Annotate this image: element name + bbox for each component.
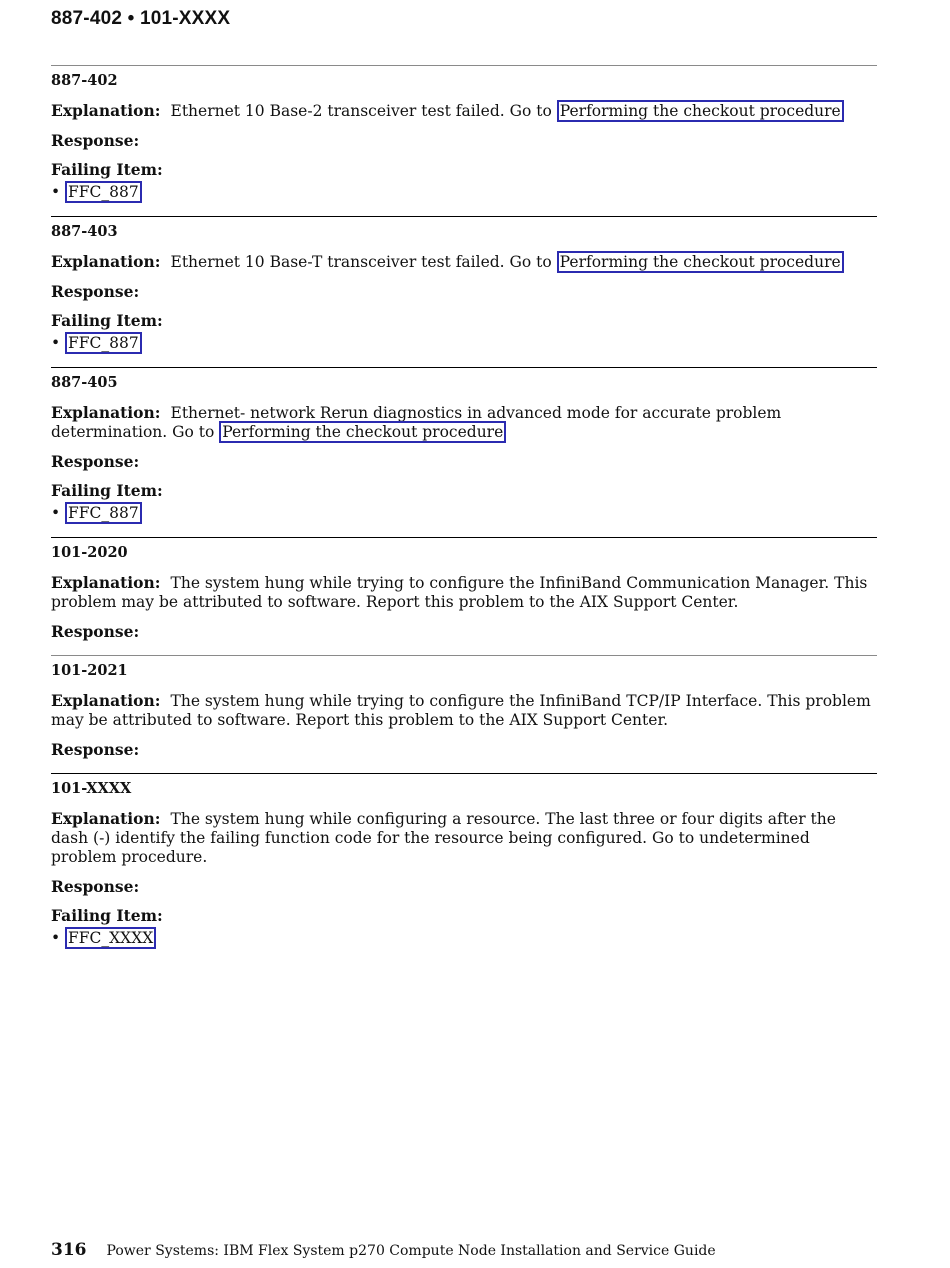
- failing-item-list: [51, 929, 877, 948]
- failing-item-label: Failing Item:: [51, 311, 163, 330]
- explanation: [51, 573, 877, 612]
- message-entry: [51, 216, 877, 353]
- bullet-icon: •: [51, 334, 61, 352]
- failing-item-link[interactable]: FFC_887: [65, 502, 142, 524]
- explanation-label: Explanation:: [51, 573, 161, 592]
- checkout-procedure-link[interactable]: Performing the checkout procedure: [557, 100, 844, 122]
- checkout-procedure-link[interactable]: Performing the checkout procedure: [557, 251, 844, 273]
- failing-item: [51, 929, 877, 948]
- failing-item-list: [51, 504, 877, 523]
- explanation-text: Ethernet- network Rerun diagnostics in advanced mode for accurate problem determination. Go to: [51, 404, 782, 441]
- bullet-icon: •: [51, 504, 61, 522]
- failing-item: [51, 334, 877, 353]
- explanation: [51, 101, 877, 121]
- message-entry: [51, 367, 877, 523]
- page-header: 887-402 • 101-XXXX: [51, 8, 231, 29]
- explanation-text: Ethernet 10 Base-T transceiver test failed. Go to: [170, 253, 557, 271]
- explanation-text: The system hung while trying to configure the InfiniBand TCP/IP Interface. This problem may be attributed to software. Report this problem to the AIX Support Center.: [51, 692, 871, 729]
- explanation-text: The system hung while trying to configure the InfiniBand Communication Manager. This problem may be attributed to software. Report this problem to the AIX Support Center.: [51, 574, 868, 611]
- failing-item-label: Failing Item:: [51, 481, 163, 500]
- bullet-icon: •: [51, 183, 61, 201]
- message-entry: [51, 655, 877, 759]
- message-list: [51, 65, 877, 948]
- response-label: Response:: [51, 622, 140, 641]
- failing-item-label: Failing Item:: [51, 906, 163, 925]
- explanation-label: Explanation:: [51, 809, 161, 828]
- page-footer: [51, 1240, 716, 1260]
- failing-item: [51, 504, 877, 523]
- message-code: 887-402: [51, 72, 118, 89]
- explanation: [51, 252, 877, 272]
- explanation-text: Ethernet 10 Base-2 transceiver test failed. Go to: [170, 102, 557, 120]
- explanation: [51, 403, 877, 442]
- response-label: Response:: [51, 452, 140, 471]
- response-label: Response:: [51, 877, 140, 896]
- response-label: Response:: [51, 282, 140, 301]
- footer-title: Power Systems: IBM Flex System p270 Compute Node Installation and Service Guide: [106, 1243, 716, 1259]
- page-number: 316: [51, 1240, 87, 1260]
- failing-item-link[interactable]: FFC_887: [65, 181, 142, 203]
- explanation-label: Explanation:: [51, 403, 161, 422]
- failing-item-list: [51, 183, 877, 202]
- failing-item-link[interactable]: FFC_887: [65, 332, 142, 354]
- explanation: [51, 809, 877, 867]
- failing-item-link[interactable]: FFC_XXXX: [65, 927, 156, 949]
- message-entry: [51, 65, 877, 202]
- explanation-label: Explanation:: [51, 252, 161, 271]
- message-code: 101-2020: [51, 544, 128, 561]
- response-label: Response:: [51, 131, 140, 150]
- message-code: 887-405: [51, 374, 118, 391]
- response-label: Response:: [51, 740, 140, 759]
- explanation-label: Explanation:: [51, 691, 161, 710]
- explanation: [51, 691, 877, 730]
- explanation-label: Explanation:: [51, 101, 161, 120]
- explanation-text: The system hung while configuring a resource. The last three or four digits after the dash (-) identify the failing function code for the resource being configured. Go to undetermined problem procedure.: [51, 810, 836, 866]
- failing-item-list: [51, 334, 877, 353]
- checkout-procedure-link[interactable]: Performing the checkout procedure: [219, 421, 506, 443]
- message-code: 887-403: [51, 223, 118, 240]
- message-entry: [51, 537, 877, 641]
- message-code: 101-2021: [51, 662, 128, 679]
- message-entry: [51, 773, 877, 948]
- failing-item-label: Failing Item:: [51, 160, 163, 179]
- failing-item: [51, 183, 877, 202]
- bullet-icon: •: [51, 929, 61, 947]
- message-code: 101-XXXX: [51, 780, 132, 797]
